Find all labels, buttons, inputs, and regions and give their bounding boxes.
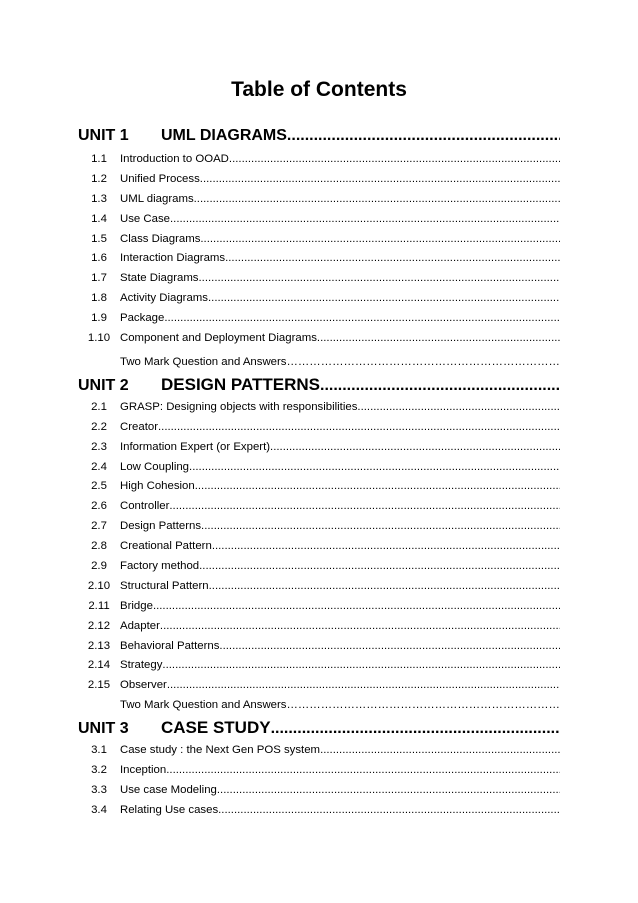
dot-leader: [212, 540, 560, 552]
entry-number: 1.8: [91, 292, 107, 305]
toc-entry[interactable]: [78, 252, 560, 272]
toc-entry[interactable]: [78, 312, 560, 332]
toc-entry[interactable]: [78, 600, 560, 620]
toc-entry[interactable]: [78, 640, 560, 660]
dot-leader: [200, 173, 560, 185]
entry-title: State Diagrams: [120, 272, 199, 285]
dot-leader: [164, 312, 560, 324]
toc-entry[interactable]: [78, 332, 560, 352]
dot-leader: [229, 153, 560, 165]
dot-leader: [153, 600, 560, 612]
toc-entry[interactable]: [78, 500, 560, 520]
dot-leader: [219, 640, 560, 652]
entry-title: Factory method: [120, 560, 200, 573]
entry-number: 1.9: [91, 312, 107, 325]
entry-title: Behavioral Patterns: [120, 639, 220, 652]
toc-entry[interactable]: [78, 744, 560, 764]
entry-number: 1.2: [91, 172, 107, 185]
entry-number: 2.8: [91, 540, 107, 553]
entry-number: 2.1: [91, 400, 107, 413]
entry-number: 3.4: [91, 803, 107, 816]
dot-leader: [209, 580, 560, 592]
entry-number: 1.7: [91, 272, 107, 285]
toc-entry[interactable]: [78, 213, 560, 233]
entry-title: Package: [120, 312, 165, 325]
entry-title: Structural Pattern: [120, 579, 209, 592]
toc-entry[interactable]: [78, 659, 560, 679]
entry-number: 2.7: [91, 520, 107, 533]
dot-leader: [167, 679, 560, 691]
toc-entry[interactable]: [78, 560, 560, 580]
entry-title: Creator: [120, 420, 158, 433]
toc-entry-two-mark[interactable]: [78, 356, 560, 375]
toc-entry[interactable]: [78, 804, 560, 824]
toc-entry[interactable]: [78, 764, 560, 784]
entry-title: High Cohesion: [120, 480, 195, 493]
toc-entry-two-mark[interactable]: [78, 699, 560, 718]
unit-heading: [78, 718, 560, 740]
entry-number: 2.2: [91, 420, 107, 433]
dot-leader: [208, 292, 560, 304]
dot-leader: [200, 233, 560, 245]
dot-leader: [195, 480, 560, 492]
entry-number: 2.15: [87, 679, 111, 692]
entry-title: Adapter: [120, 619, 160, 632]
toc-entry[interactable]: [78, 272, 560, 292]
entry-number: 3.2: [91, 764, 107, 777]
toc-entry[interactable]: [78, 784, 560, 804]
table-of-contents: [78, 127, 560, 824]
entry-number: 2.6: [91, 500, 107, 513]
unit-number: UNIT 3: [78, 720, 129, 738]
dot-leader: [270, 441, 560, 453]
entry-number: 2.4: [91, 460, 107, 473]
toc-entry[interactable]: [78, 233, 560, 253]
toc-entry[interactable]: [78, 401, 560, 421]
entry-title: Inception: [120, 764, 167, 777]
entry-number: 1.1: [91, 153, 107, 165]
dot-leader: [287, 699, 560, 711]
entry-number: 2.13: [87, 639, 111, 652]
toc-entry[interactable]: [78, 480, 560, 500]
dot-leader: [271, 720, 560, 738]
toc-entry[interactable]: [78, 441, 560, 461]
unit-title: CASE STUDY: [161, 718, 271, 738]
toc-entry[interactable]: [78, 193, 560, 213]
entry-number: 2.3: [91, 440, 107, 453]
toc-entry[interactable]: [78, 520, 560, 540]
entry-title: Use Case: [120, 212, 171, 225]
unit-heading: [78, 127, 560, 149]
entry-title: Use case Modeling: [120, 784, 217, 797]
entry-number: 1.5: [91, 232, 107, 245]
unit-heading: [78, 375, 560, 397]
entry-title: Observer: [120, 679, 167, 692]
entry-number: 2.11: [88, 599, 110, 612]
entry-number: 1.3: [91, 192, 107, 205]
entry-title: Design Patterns: [120, 520, 202, 533]
toc-entry[interactable]: [78, 461, 560, 481]
dot-leader: [166, 764, 560, 776]
dot-leader: [317, 332, 560, 344]
dot-leader: [320, 744, 560, 756]
dot-leader: [169, 500, 560, 512]
entry-title: Information Expert (or Expert): [120, 440, 271, 453]
dot-leader: [320, 377, 560, 395]
dot-leader: [225, 252, 560, 264]
entry-title: UML diagrams: [120, 192, 194, 205]
toc-entry[interactable]: [78, 292, 560, 312]
entry-title: Bridge: [120, 599, 153, 612]
dot-leader: [357, 401, 560, 413]
entry-title: Strategy: [120, 659, 163, 672]
dot-leader: [217, 784, 560, 796]
toc-entry[interactable]: [78, 580, 560, 600]
dot-leader: [218, 804, 560, 816]
entry-number: 2.10: [87, 579, 111, 592]
page-title: Table of Contents: [231, 78, 407, 101]
entry-title: Class Diagrams: [120, 232, 201, 245]
toc-entry[interactable]: [78, 421, 560, 441]
entry-number: 2.12: [87, 619, 111, 632]
dot-leader: [199, 560, 560, 572]
entry-number: 1.4: [91, 212, 107, 225]
entry-title: Low Coupling: [120, 460, 190, 473]
entry-title: Relating Use cases: [120, 803, 219, 816]
entry-title: Two Mark Question and Answers: [120, 355, 287, 368]
entry-title: Activity Diagrams: [120, 292, 208, 305]
toc-entry[interactable]: [78, 153, 560, 173]
toc-entry[interactable]: [78, 620, 560, 640]
entry-number: 3.3: [91, 784, 107, 797]
entry-title: Unified Process: [120, 172, 200, 185]
dot-leader: [162, 659, 560, 671]
dot-leader: [189, 461, 560, 473]
entry-title: Component and Deployment Diagrams: [120, 332, 317, 345]
entry-number: 2.5: [91, 480, 107, 493]
toc-entry[interactable]: [78, 173, 560, 193]
unit-number: UNIT 1: [78, 127, 129, 144]
entry-title: Controller: [120, 500, 170, 513]
entry-title: GRASP: Designing objects with responsibilities: [120, 400, 358, 413]
entry-title: Interaction Diagrams: [120, 252, 226, 265]
entry-title: Two Mark Question and Answers: [120, 699, 287, 712]
entry-number: 1.6: [91, 252, 107, 265]
unit-number: UNIT 2: [78, 376, 129, 394]
dot-leader: [201, 520, 560, 532]
dot-leader: [158, 421, 560, 433]
dot-leader: [287, 127, 560, 145]
entry-title: Creational Pattern: [120, 540, 212, 553]
entry-number: 1.10: [87, 332, 111, 345]
unit-title: DESIGN PATTERNS: [161, 374, 320, 394]
dot-leader: [194, 193, 560, 205]
entry-title: Introduction to OOAD: [120, 153, 229, 165]
toc-entry[interactable]: [78, 679, 560, 699]
dot-leader: [287, 356, 560, 368]
dot-leader: [160, 620, 560, 632]
entry-title: Case study : the Next Gen POS system: [120, 744, 321, 757]
dot-leader: [199, 272, 561, 284]
entry-number: 2.14: [87, 659, 111, 672]
entry-number: 3.1: [91, 744, 107, 757]
toc-entry[interactable]: [78, 540, 560, 560]
entry-number: 2.9: [91, 560, 107, 573]
dot-leader: [170, 213, 560, 225]
unit-title: UML DIAGRAMS: [161, 127, 287, 144]
